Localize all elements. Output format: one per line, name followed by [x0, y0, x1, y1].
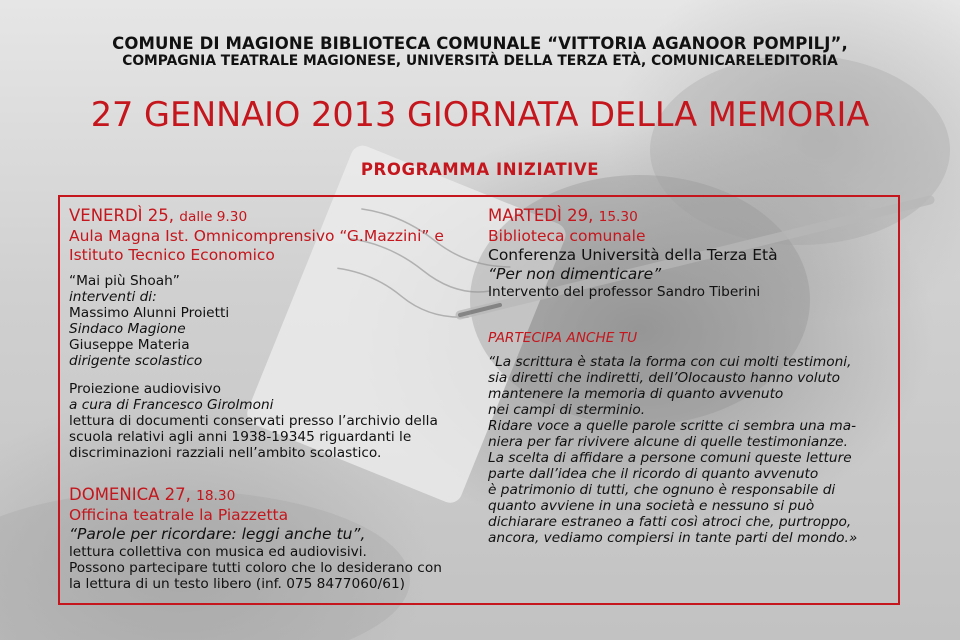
event3-title: Conferenza Università della Terza Età: [488, 246, 778, 264]
event1-curated: a cura di Francesco Girolmoni: [69, 397, 274, 413]
event1-day: VENERDÌ 25,: [69, 206, 175, 225]
event1-heading: [69, 206, 479, 227]
event3-time: 15.30: [598, 209, 638, 225]
event1-speaker2-name: Giuseppe Materia: [69, 337, 190, 353]
organizers-line-1: COMUNE DI MAGIONE BIBLIOTECA COMUNALE “VITTORIA AGANOOR POMPILJ”,: [112, 34, 848, 53]
organizers-line-2: COMPAGNIA TEATRALE MAGIONESE, UNIVERSITÀ DELLA TERZA ETÀ, COMUNICARELEDITORIA: [122, 53, 838, 69]
partecipa-line: ancora, vediamo compiersi in tante parti del mondo.»: [488, 530, 858, 546]
event1-projection: Proiezione audiovisivo: [69, 381, 221, 397]
main-title: 27 GENNAIO 2013 GIORNATA DELLA MEMORIA: [90, 95, 870, 134]
event1-reading-2: scuola relativi agli anni 1938-19345 riguardanti le: [69, 429, 412, 445]
event1-quote: “Mai più Shoah”: [69, 273, 180, 289]
event2-desc-2: Possono partecipare tutti coloro che lo desiderano con: [69, 560, 442, 576]
event1-reading-1: lettura di documenti conservati presso l’archivio della: [69, 413, 438, 429]
event2-quote: “Parole per ricordare: leggi anche tu”,: [69, 525, 366, 543]
event1-place-2: Istituto Tecnico Economico: [69, 246, 275, 264]
partecipa-line: parte dall’idea che il ricordo di quanto avvenuto: [488, 466, 819, 482]
event2-place: Officina teatrale la Piazzetta: [69, 506, 289, 524]
event2-heading: [69, 485, 479, 506]
partecipa-line: “La scrittura è stata la forma con cui molti testimoni,: [488, 354, 852, 370]
event1-speaker1-role: Sindaco Magione: [69, 321, 186, 337]
partecipa-line: La scelta di affidare a persone comuni queste letture: [488, 450, 852, 466]
partecipa-line: Ridare voce a quelle parole scritte ci sembra una ma-: [488, 418, 857, 434]
partecipa-line: mantenere la memoria di quanto avvenuto: [488, 386, 784, 402]
event3-speaker: Intervento del professor Sandro Tiberini: [488, 284, 761, 300]
partecipa-text: [488, 354, 898, 546]
partecipa-line: niera per far rivivere alcune di quelle testimonianze.: [488, 434, 848, 450]
event3-day: MARTEDÌ 29,: [488, 206, 594, 225]
event1-interventi: interventi di:: [69, 289, 157, 305]
event3-place: Biblioteca comunale: [488, 227, 646, 245]
event2-desc-1: lettura collettiva con musica ed audiovisivi.: [69, 544, 367, 560]
event3-heading: [488, 206, 898, 227]
event2-day: DOMENICA 27,: [69, 485, 191, 504]
event1-time: dalle 9.30: [179, 209, 248, 225]
left-column: [69, 206, 479, 592]
event1-speaker2-role: dirigente scolastico: [69, 353, 203, 369]
partecipa-line: quanto avviene in una società e nessuno si può: [488, 498, 815, 514]
event3-quote: “Per non dimenticare”: [488, 265, 662, 283]
partecipa-line: dichiarare estraneo a fatti così atroci che, purtroppo,: [488, 514, 852, 530]
event1-reading-3: discriminazioni razziali nell’ambito scolastico.: [69, 445, 382, 461]
event1-place-1: Aula Magna Ist. Omnicomprensivo “G.Mazzini” e: [69, 227, 444, 245]
event1-speaker1-name: Massimo Alunni Proietti: [69, 305, 230, 321]
event2-time: 18.30: [196, 488, 236, 504]
partecipa-line: sia diretti che indiretti, dell’Olocausto hanno voluto: [488, 370, 840, 386]
partecipa-line: è patrimonio di tutti, che ognuno è responsabile di: [488, 482, 836, 498]
right-column: [488, 206, 898, 546]
partecipa-heading: PARTECIPA ANCHE TU: [488, 330, 638, 346]
partecipa-line: nei campi di sterminio.: [488, 402, 646, 418]
program-subtitle: PROGRAMMA INIZIATIVE: [360, 160, 600, 179]
event2-desc-3: la lettura di un testo libero (inf. 075 8477060/61): [69, 576, 406, 592]
